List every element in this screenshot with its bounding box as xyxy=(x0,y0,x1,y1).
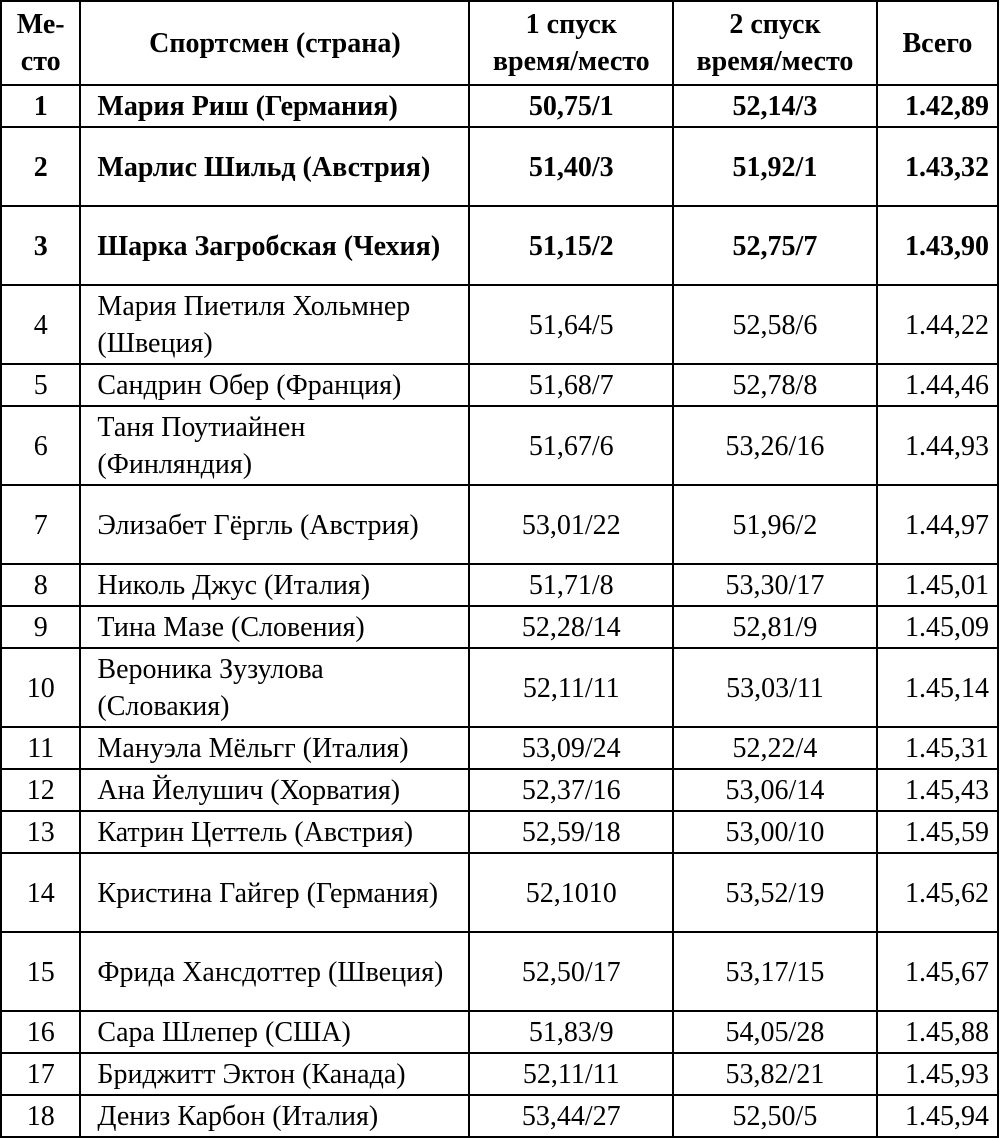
cell-run2: 53,03/11 xyxy=(673,648,877,727)
cell-run2: 52,50/5 xyxy=(673,1095,877,1137)
cell-total: 1.45,31 xyxy=(877,727,998,769)
cell-total: 1.45,94 xyxy=(877,1095,998,1137)
cell-run1: 53,44/27 xyxy=(469,1095,673,1137)
table-row xyxy=(1,1011,998,1053)
cell-total: 1.44,93 xyxy=(877,406,998,485)
table-row xyxy=(1,127,998,206)
cell-run1: 52,28/14 xyxy=(469,606,673,648)
cell-run1: 53,01/22 xyxy=(469,485,673,564)
cell-total: 1.44,46 xyxy=(877,364,998,406)
cell-run2: 53,26/16 xyxy=(673,406,877,485)
cell-place: 18 xyxy=(1,1095,80,1137)
cell-place: 16 xyxy=(1,1011,80,1053)
cell-athlete: Элизабет Гёргль (Австрия) xyxy=(80,485,469,564)
table-row xyxy=(1,564,998,606)
cell-run1: 51,40/3 xyxy=(469,127,673,206)
cell-athlete: Бриджитт Эктон (Канада) xyxy=(80,1053,469,1095)
header-run2-line2: время/место xyxy=(696,46,854,77)
cell-total: 1.43,90 xyxy=(877,206,998,285)
table-row xyxy=(1,769,998,811)
cell-place: 10 xyxy=(1,648,80,727)
cell-run2: 52,58/6 xyxy=(673,285,877,364)
cell-run1: 52,50/17 xyxy=(469,932,673,1011)
cell-total: 1.45,09 xyxy=(877,606,998,648)
cell-total: 1.45,93 xyxy=(877,1053,998,1095)
cell-total: 1.43,32 xyxy=(877,127,998,206)
cell-athlete: Мария Пиетиля Хольмнер (Швеция) xyxy=(80,285,469,364)
cell-total: 1.44,97 xyxy=(877,485,998,564)
cell-run1: 52,37/16 xyxy=(469,769,673,811)
table-row xyxy=(1,285,998,364)
table-row xyxy=(1,811,998,853)
cell-athlete: Таня Поутиайнен (Финляндия) xyxy=(80,406,469,485)
table-row xyxy=(1,648,998,727)
header-total: Всего xyxy=(877,1,998,85)
cell-total: 1.45,67 xyxy=(877,932,998,1011)
cell-total: 1.45,01 xyxy=(877,564,998,606)
cell-place: 5 xyxy=(1,364,80,406)
header-run2-line1: 2 спуск xyxy=(729,9,821,40)
cell-run2: 52,81/9 xyxy=(673,606,877,648)
header-place-line1: Ме- xyxy=(16,9,65,40)
table-row xyxy=(1,485,998,564)
cell-run1: 50,75/1 xyxy=(469,85,673,127)
header-place-line2: сто xyxy=(20,46,61,77)
cell-run2: 53,82/21 xyxy=(673,1053,877,1095)
cell-total: 1.45,62 xyxy=(877,853,998,932)
header-run1-line2: время/место xyxy=(492,46,650,77)
cell-place: 2 xyxy=(1,127,80,206)
table-row xyxy=(1,364,998,406)
cell-place: 4 xyxy=(1,285,80,364)
cell-total: 1.45,88 xyxy=(877,1011,998,1053)
cell-place: 17 xyxy=(1,1053,80,1095)
table-row xyxy=(1,1053,998,1095)
cell-run1: 53,09/24 xyxy=(469,727,673,769)
cell-athlete: Мануэла Мёльгг (Италия) xyxy=(80,727,469,769)
cell-place: 11 xyxy=(1,727,80,769)
header-row xyxy=(1,1,998,85)
table-row xyxy=(1,85,998,127)
cell-athlete: Дениз Карбон (Италия) xyxy=(80,1095,469,1137)
cell-athlete: Кристина Гайгер (Германия) xyxy=(80,853,469,932)
table-row xyxy=(1,932,998,1011)
cell-place: 1 xyxy=(1,85,80,127)
cell-run1: 51,15/2 xyxy=(469,206,673,285)
header-run1-line1: 1 спуск xyxy=(525,9,617,40)
header-athlete: Спортсмен (страна) xyxy=(80,1,469,85)
table-row xyxy=(1,853,998,932)
cell-run1: 51,64/5 xyxy=(469,285,673,364)
table-row xyxy=(1,206,998,285)
cell-run2: 53,00/10 xyxy=(673,811,877,853)
cell-place: 13 xyxy=(1,811,80,853)
cell-place: 14 xyxy=(1,853,80,932)
table-row xyxy=(1,727,998,769)
cell-run2: 51,92/1 xyxy=(673,127,877,206)
cell-place: 6 xyxy=(1,406,80,485)
cell-athlete: Мария Риш (Германия) xyxy=(80,85,469,127)
cell-place: 3 xyxy=(1,206,80,285)
cell-athlete: Сандрин Обер (Франция) xyxy=(80,364,469,406)
cell-run1: 51,71/8 xyxy=(469,564,673,606)
cell-run1: 51,83/9 xyxy=(469,1011,673,1053)
cell-total: 1.45,14 xyxy=(877,648,998,727)
cell-athlete: Шарка Загробская (Чехия) xyxy=(80,206,469,285)
cell-run2: 53,30/17 xyxy=(673,564,877,606)
cell-run1: 52,11/11 xyxy=(469,1053,673,1095)
cell-athlete: Катрин Цеттель (Австрия) xyxy=(80,811,469,853)
cell-athlete: Вероника Зузулова (Словакия) xyxy=(80,648,469,727)
cell-total: 1.45,43 xyxy=(877,769,998,811)
cell-athlete: Сара Шлепер (США) xyxy=(80,1011,469,1053)
cell-athlete: Николь Джус (Италия) xyxy=(80,564,469,606)
cell-run2: 52,75/7 xyxy=(673,206,877,285)
cell-place: 9 xyxy=(1,606,80,648)
cell-run1: 51,67/6 xyxy=(469,406,673,485)
cell-run1: 51,68/7 xyxy=(469,364,673,406)
header-place xyxy=(1,1,80,85)
cell-run1: 52,59/18 xyxy=(469,811,673,853)
cell-run2: 52,22/4 xyxy=(673,727,877,769)
cell-run2: 51,96/2 xyxy=(673,485,877,564)
cell-run1: 52,1010 xyxy=(469,853,673,932)
cell-place: 15 xyxy=(1,932,80,1011)
header-run1 xyxy=(469,1,673,85)
cell-place: 7 xyxy=(1,485,80,564)
cell-run1: 52,11/11 xyxy=(469,648,673,727)
cell-total: 1.45,59 xyxy=(877,811,998,853)
cell-total: 1.44,22 xyxy=(877,285,998,364)
cell-athlete: Ана Йелушич (Хорватия) xyxy=(80,769,469,811)
cell-athlete: Тина Мазе (Словения) xyxy=(80,606,469,648)
cell-run2: 54,05/28 xyxy=(673,1011,877,1053)
cell-place: 12 xyxy=(1,769,80,811)
cell-athlete: Марлис Шильд (Австрия) xyxy=(80,127,469,206)
table-row xyxy=(1,406,998,485)
cell-run2: 53,52/19 xyxy=(673,853,877,932)
cell-athlete: Фрида Хансдоттер (Швеция) xyxy=(80,932,469,1011)
cell-place: 8 xyxy=(1,564,80,606)
cell-run2: 53,06/14 xyxy=(673,769,877,811)
cell-run2: 52,78/8 xyxy=(673,364,877,406)
table-row xyxy=(1,1095,998,1137)
cell-run2: 52,14/3 xyxy=(673,85,877,127)
cell-total: 1.42,89 xyxy=(877,85,998,127)
cell-run2: 53,17/15 xyxy=(673,932,877,1011)
header-run2 xyxy=(673,1,877,85)
table-row xyxy=(1,606,998,648)
